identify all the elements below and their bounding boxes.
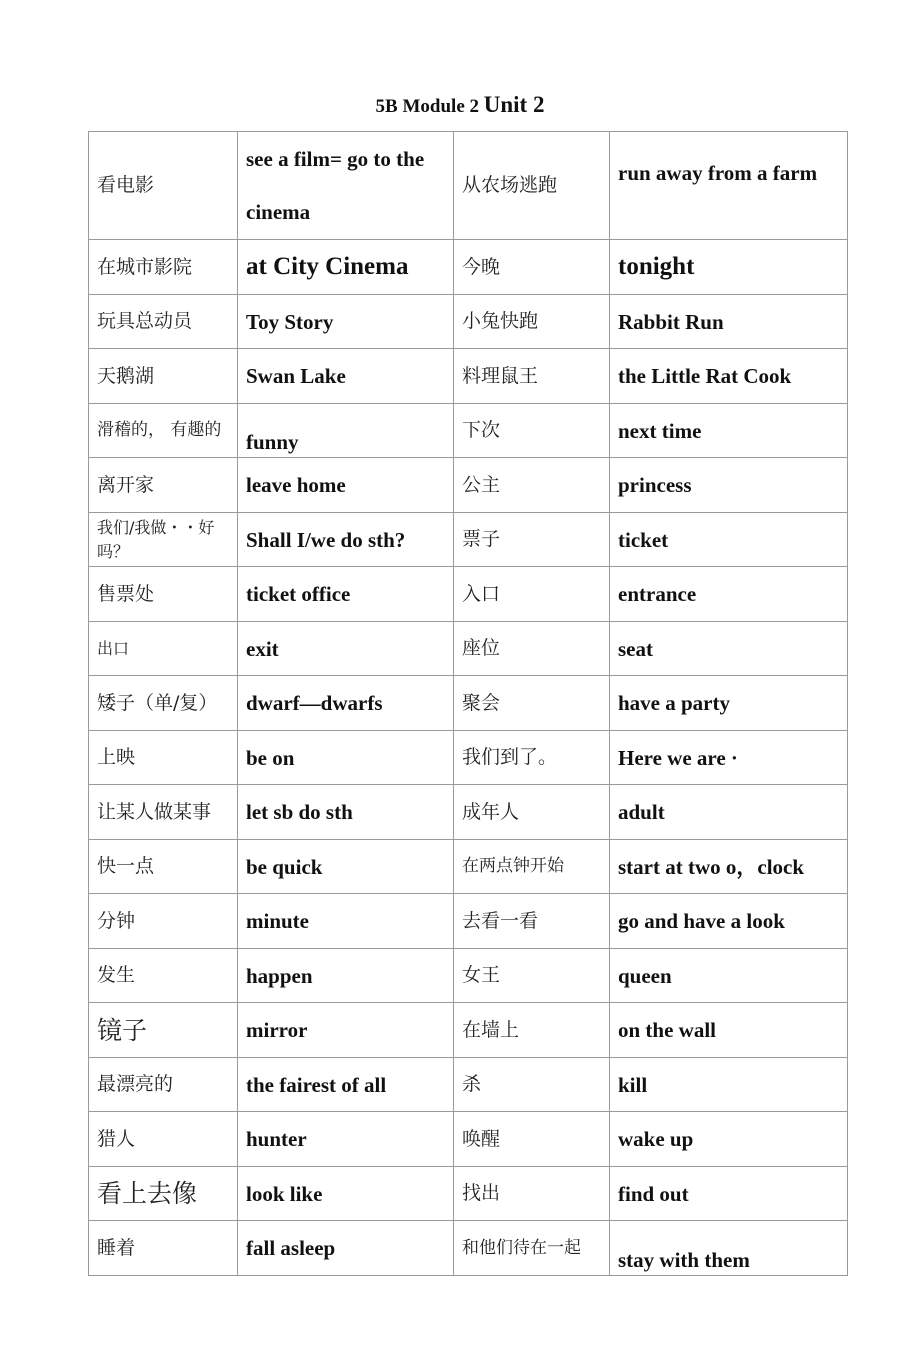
- table-row: [89, 567, 848, 622]
- chinese-term: 睡着: [89, 1221, 238, 1276]
- chinese-term: 下次: [454, 404, 610, 458]
- english-term: be quick: [238, 840, 454, 894]
- chinese-term: 在城市影院: [89, 240, 238, 295]
- chinese-term: 离开家: [89, 458, 238, 513]
- table-row: [89, 295, 848, 349]
- chinese-term: 猎人: [89, 1112, 238, 1167]
- english-term: run away from a farm: [610, 132, 848, 240]
- english-term: Toy Story: [238, 295, 454, 349]
- table-row: [89, 458, 848, 513]
- chinese-term: 女王: [454, 949, 610, 1003]
- table-row: [89, 949, 848, 1003]
- chinese-term: 上映: [89, 731, 238, 785]
- chinese-term: 去看一看: [454, 894, 610, 949]
- english-term: funny: [238, 404, 454, 458]
- chinese-term: 分钟: [89, 894, 238, 949]
- table-row: [89, 894, 848, 949]
- chinese-term: 从农场逃跑: [454, 132, 610, 240]
- english-term: minute: [238, 894, 454, 949]
- english-term: wake up: [610, 1112, 848, 1167]
- english-term: stay with them: [610, 1221, 848, 1276]
- english-term: at City Cinema: [238, 240, 454, 295]
- table-row: [89, 1167, 848, 1221]
- english-term: next time: [610, 404, 848, 458]
- page-title: [0, 92, 920, 118]
- english-term: find out: [610, 1167, 848, 1221]
- chinese-term: 入口: [454, 567, 610, 622]
- chinese-term: 矮子（单/复）: [89, 676, 238, 731]
- title-module: 5B Module 2: [375, 96, 484, 117]
- chinese-term: 快一点: [89, 840, 238, 894]
- chinese-term: 和他们待在一起: [454, 1221, 610, 1276]
- table-row: [89, 349, 848, 404]
- table-row: [89, 676, 848, 731]
- english-term: Rabbit Run: [610, 295, 848, 349]
- english-term: the Little Rat Cook: [610, 349, 848, 404]
- english-term: be on: [238, 731, 454, 785]
- table-row: [89, 132, 848, 240]
- table-row: [89, 1221, 848, 1276]
- table-row: [89, 240, 848, 295]
- english-term: entrance: [610, 567, 848, 622]
- chinese-term: 滑稽的， 有趣的: [89, 404, 238, 458]
- english-term: seat: [610, 622, 848, 676]
- chinese-term: 看电影: [89, 132, 238, 240]
- chinese-term: 天鹅湖: [89, 349, 238, 404]
- english-term: the fairest of all: [238, 1058, 454, 1112]
- chinese-term: 玩具总动员: [89, 295, 238, 349]
- english-term: let sb do sth: [238, 785, 454, 840]
- chinese-term: 小兔快跑: [454, 295, 610, 349]
- english-term: exit: [238, 622, 454, 676]
- chinese-term: 最漂亮的: [89, 1058, 238, 1112]
- english-term: kill: [610, 1058, 848, 1112]
- chinese-term: 在两点钟开始: [454, 840, 610, 894]
- english-term: queen: [610, 949, 848, 1003]
- title-unit: Unit 2: [483, 92, 545, 117]
- english-term: ticket office: [238, 567, 454, 622]
- english-term: adult: [610, 785, 848, 840]
- english-term: Swan Lake: [238, 349, 454, 404]
- english-term: see a film= go to the cinema: [238, 132, 454, 240]
- chinese-term: 唤醒: [454, 1112, 610, 1167]
- english-term: on the wall: [610, 1003, 848, 1058]
- vocabulary-table: [88, 131, 848, 1276]
- chinese-term: 让某人做某事: [89, 785, 238, 840]
- chinese-term: 成年人: [454, 785, 610, 840]
- english-term: start at two o，clock: [610, 840, 848, 894]
- chinese-term: 在墙上: [454, 1003, 610, 1058]
- chinese-term: 座位: [454, 622, 610, 676]
- table-row: [89, 404, 848, 458]
- table-row: [89, 1003, 848, 1058]
- chinese-term: 票子: [454, 513, 610, 567]
- english-term: dwarf—dwarfs: [238, 676, 454, 731]
- chinese-term: 出口: [89, 622, 238, 676]
- chinese-term: 我们/我做・・好吗？: [89, 513, 238, 567]
- chinese-term: 料理鼠王: [454, 349, 610, 404]
- english-term: mirror: [238, 1003, 454, 1058]
- english-term: go and have a look: [610, 894, 848, 949]
- table-row: [89, 622, 848, 676]
- english-term: fall asleep: [238, 1221, 454, 1276]
- english-term: have a party: [610, 676, 848, 731]
- chinese-term: 今晚: [454, 240, 610, 295]
- english-term: look like: [238, 1167, 454, 1221]
- english-term: princess: [610, 458, 848, 513]
- english-term: hunter: [238, 1112, 454, 1167]
- table-row: [89, 513, 848, 567]
- table-row: [89, 785, 848, 840]
- chinese-term: 看上去像: [89, 1167, 238, 1221]
- chinese-term: 售票处: [89, 567, 238, 622]
- english-term: tonight: [610, 240, 848, 295]
- chinese-term: 镜子: [89, 1003, 238, 1058]
- english-term: leave home: [238, 458, 454, 513]
- table-row: [89, 840, 848, 894]
- english-term: ticket: [610, 513, 848, 567]
- chinese-term: 杀: [454, 1058, 610, 1112]
- english-term: happen: [238, 949, 454, 1003]
- table-row: [89, 731, 848, 785]
- chinese-term: 找出: [454, 1167, 610, 1221]
- chinese-term: 发生: [89, 949, 238, 1003]
- table-row: [89, 1058, 848, 1112]
- table-row: [89, 1112, 848, 1167]
- chinese-term: 聚会: [454, 676, 610, 731]
- english-term: Shall I/we do sth?: [238, 513, 454, 567]
- chinese-term: 我们到了。: [454, 731, 610, 785]
- english-term: Here we are ·: [610, 731, 848, 785]
- chinese-term: 公主: [454, 458, 610, 513]
